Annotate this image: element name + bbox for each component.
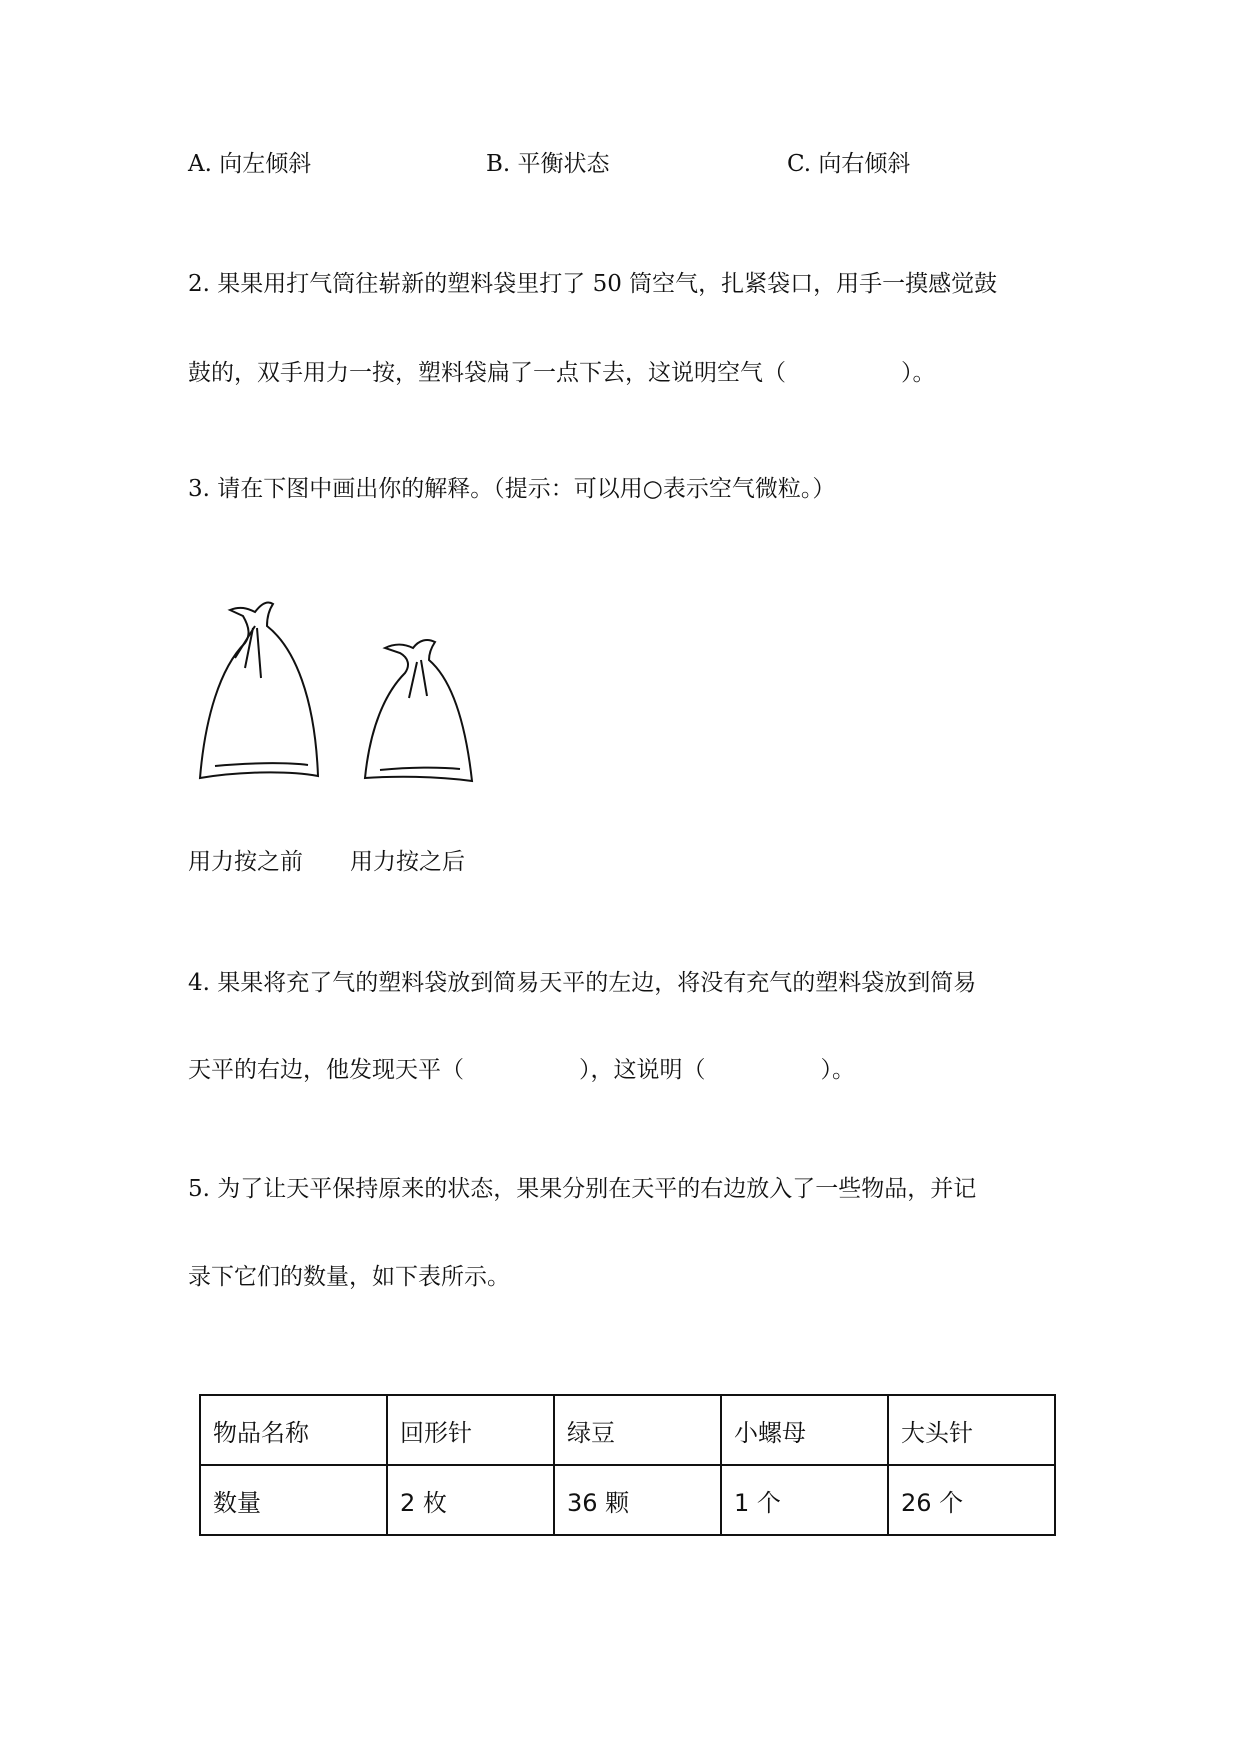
table-cell: 大头针 xyxy=(888,1395,1055,1465)
table-cell: 小螺母 xyxy=(721,1395,888,1465)
table-row xyxy=(200,1465,1055,1535)
table-cell: 2 枚 xyxy=(387,1465,554,1535)
items-table xyxy=(199,1394,1056,1536)
question-2-line-1: 2. 果果用打气筒往崭新的塑料袋里打了 50 筒空气，扎紧袋口，用手一摸感觉鼓 xyxy=(188,271,998,297)
caption-after: 用力按之后 xyxy=(350,849,465,875)
caption-before: 用力按之前 xyxy=(188,849,303,875)
question-5-line-1: 5. 为了让天平保持原来的状态，果果分别在天平的右边放入了一些物品，并记 xyxy=(188,1176,977,1202)
inflated-bag-image xyxy=(200,602,318,778)
question-5-line-2: 录下它们的数量，如下表所示。 xyxy=(188,1264,510,1290)
table-cell: 物品名称 xyxy=(200,1395,387,1465)
option-b: B. 平衡状态 xyxy=(486,151,610,177)
question-4-line-2: 天平的右边，他发现天平（ ），这说明（ ）。 xyxy=(188,1057,855,1083)
option-a: A. 向左倾斜 xyxy=(188,151,312,177)
question-3-text: 3. 请在下图中画出你的解释。（提示：可以用○表示空气微粒。） xyxy=(188,476,836,502)
table-header-row xyxy=(200,1395,1055,1465)
question-4-line-1: 4. 果果将充了气的塑料袋放到简易天平的左边，将没有充气的塑料袋放到简易 xyxy=(188,970,977,996)
plastic-bags-illustration xyxy=(195,598,515,788)
table-cell: 26 个 xyxy=(888,1465,1055,1535)
option-c: C. 向右倾斜 xyxy=(787,151,911,177)
table-cell: 36 颗 xyxy=(554,1465,721,1535)
table-cell: 数量 xyxy=(200,1465,387,1535)
question-2-line-2: 鼓的，双手用力一按，塑料袋扁了一点下去，这说明空气（ ）。 xyxy=(188,360,936,386)
pressed-bag-image xyxy=(365,640,472,781)
table-cell: 1 个 xyxy=(721,1465,888,1535)
table-cell: 回形针 xyxy=(387,1395,554,1465)
table-cell: 绿豆 xyxy=(554,1395,721,1465)
